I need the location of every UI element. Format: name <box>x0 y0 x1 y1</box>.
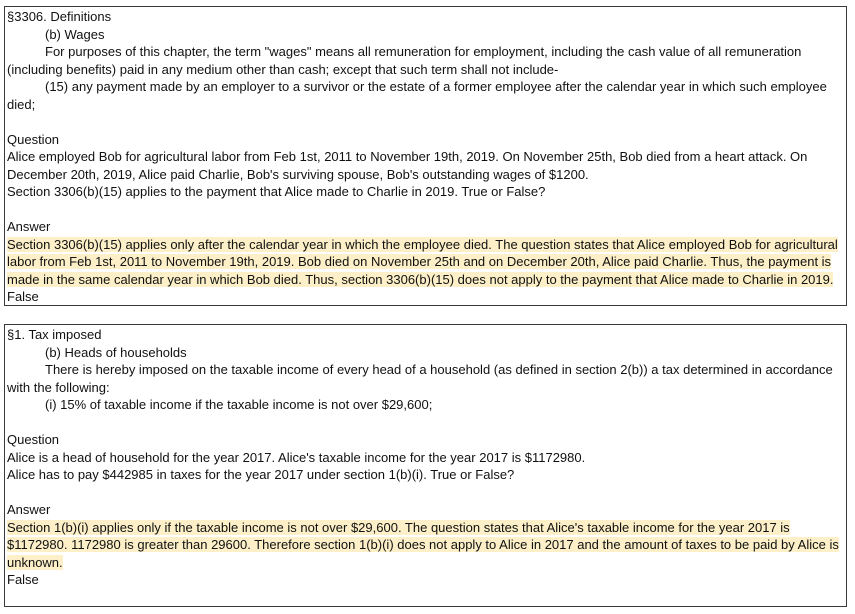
subsection-title: (b) Heads of households <box>45 344 187 360</box>
statute-text: There is hereby imposed on the taxable income of every head of a household (as defined in section 2(b)) a tax determined in accordance with the following: <box>7 362 833 395</box>
question-label: Question <box>7 432 60 447</box>
spacer <box>7 201 844 219</box>
clause-text: (i) 15% of taxable income if the taxable income is not over $29,600; <box>45 397 433 412</box>
question-facts: Alice is a head of household for the year 2017. Alice's taxable income for the year 2017 is $1172980. <box>7 449 586 465</box>
question-claim: Alice has to pay $442985 in taxes for the year 2017 under section 1(b)(i). True or False? <box>7 467 515 482</box>
subsection-title: (b) Wages <box>45 26 105 42</box>
statute-text: For purposes of this chapter, the term "wages" means all remuneration for employment, including the cash value of all remuneration (including benefits) paid in any medium other than cash; except that such term shall not include- <box>7 44 802 77</box>
question-label: Question <box>7 131 60 147</box>
spacer <box>7 414 844 432</box>
question-facts: Alice employed Bob for agricultural labor from Feb 1st, 2011 to November 19th, 2019. On November 25th, Bob died from a heart attack. On December 20th, 2019, Alice paid Charlie, Bob's surviving spouse, Bob's outstanding wages of $1200. <box>7 149 808 182</box>
spacer <box>7 113 844 131</box>
clause-text: (15) any payment made by an employer to a survivor or the estate of a former employee after the calendar year in which such employee died; <box>7 79 827 112</box>
question-claim: Section 3306(b)(15) applies to the payment that Alice made to Charlie in 2019. True or False? <box>7 184 546 199</box>
answer-label: Answer <box>7 219 51 234</box>
answer-verdict: False <box>7 572 39 587</box>
answer-verdict: False <box>7 289 39 304</box>
answer-reasoning-highlight: Section 3306(b)(15) applies only after the calendar year in which the employee died. The question states that Alice employed Bob for agricultural labor from Feb 1st, 2011 to November 19th, 2019. Bob died on November 25th and on December 20th, Alice paid Charlie. Thus, the payment is made in the same calendar year in which Bob died. Thus, section 3306(b)(15) does not apply to the payment that Alice made to Charlie in 2019. <box>7 236 838 287</box>
section-title: §3306. Definitions <box>7 9 112 24</box>
answer-label: Answer <box>7 502 51 517</box>
section-title: §1. Tax imposed <box>7 327 102 342</box>
example-card-2 <box>4 324 847 607</box>
answer-reasoning-highlight: Section 1(b)(i) applies only if the taxable income is not over $29,600. The question states that Alice's taxable income for the year 2017 is $1172980. 1172980 is greater than 29600. Therefore section 1(b)(i) does not apply to Alice in 2017 and the amount of taxes to be paid by Alice is unknown. <box>7 519 839 570</box>
example-card-1 <box>4 6 847 306</box>
spacer <box>7 484 844 502</box>
